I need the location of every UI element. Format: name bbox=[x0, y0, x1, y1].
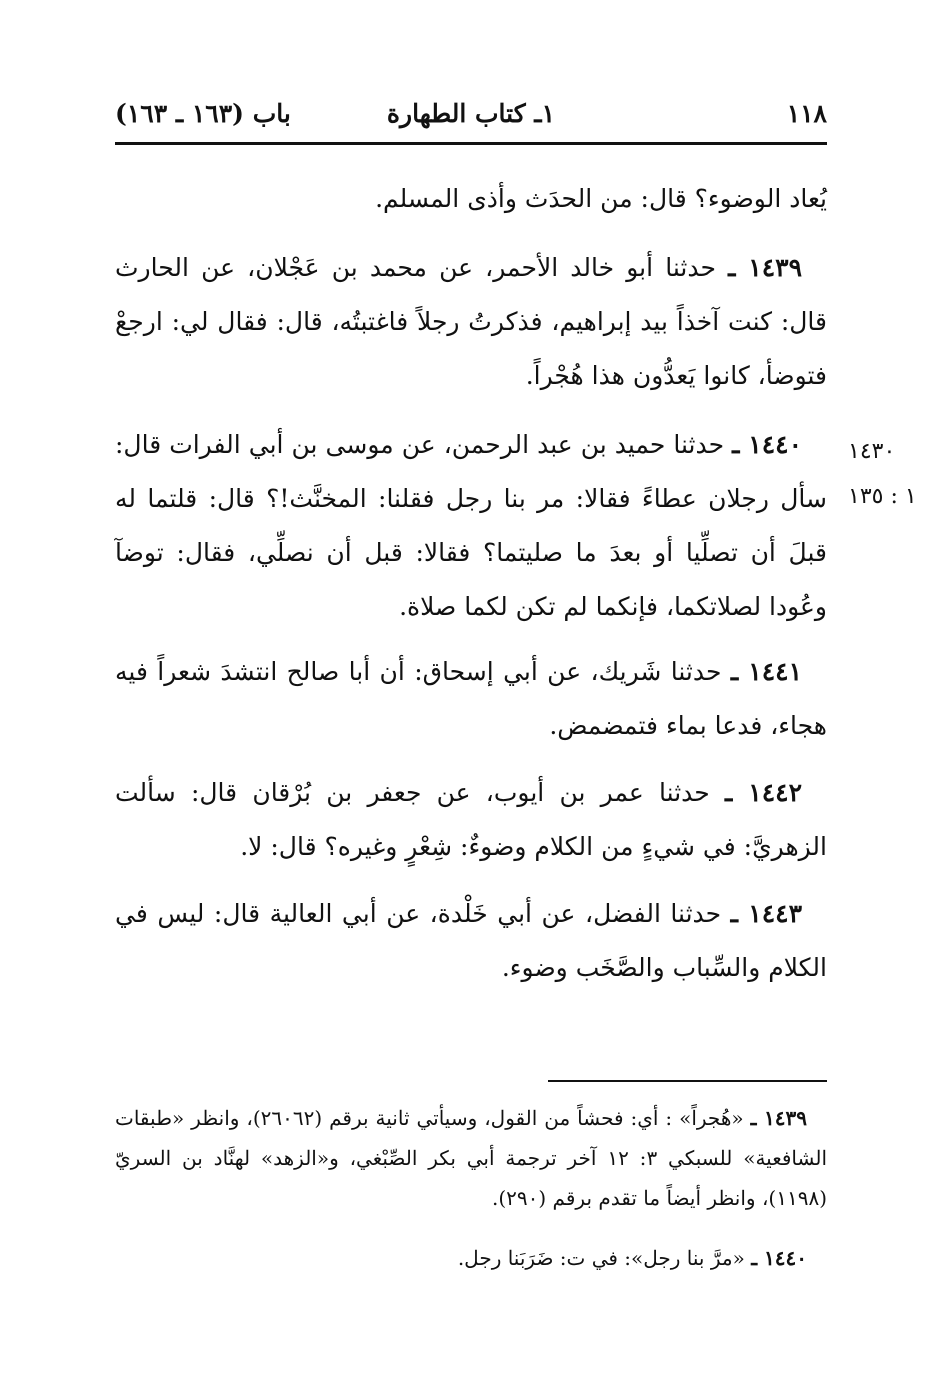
footnote-number: ١٤٣٩ ـ bbox=[750, 1106, 807, 1130]
footnote-number: ١٤٤٠ ـ bbox=[751, 1246, 807, 1270]
hadith-1440 bbox=[115, 418, 827, 634]
hadith-1443 bbox=[115, 887, 827, 995]
hadith-text: حدثنا أبو خالد الأحمر، عن محمد بن عَجْلان، عن الحارث قال: كنت آخذاً بيد إبراهيم، فذكرتُ رجلاً فاغتبتُه، قال: فقال لي: ارجعْ فتوضأ، كانوا يَعدُّون هذا هُجْراً. bbox=[115, 253, 827, 390]
hadith-number: ١٤٤٣ ـ bbox=[730, 899, 803, 928]
margin-ref-1430: ١٤٣٠ bbox=[848, 439, 896, 464]
footnote-text: «مرَّ بنا رجل»: في ت: ضَرَبَنا رجل. bbox=[457, 1246, 745, 1270]
hadith-number: ١٤٣٩ ـ bbox=[728, 253, 803, 282]
hadith-number: ١٤٤٠ ـ bbox=[732, 430, 803, 459]
footnote-text: «هُجراً» : أي: فحشاً من القول، وسيأتي ثانية برقم (٢٦٠٦٢)، وانظر «طبقات الشافعية» للسبكي ٣: ١٢ آخر ترجمة أبي بكر الصِّبْغي، و«الزهد» لهنَّاد بن السريّ (١١٩٨)، وانظر أيضاً ما تقدم برقم (٢٩٠). bbox=[115, 1106, 827, 1210]
page-number: ١١٨ bbox=[786, 99, 827, 128]
hadith-1441 bbox=[115, 645, 827, 753]
intro-text: يُعاد الوضوء؟ قال: من الحدَث وأذى المسلم. bbox=[375, 184, 827, 213]
footnote-rule bbox=[548, 1080, 827, 1082]
footnote-1440 bbox=[115, 1238, 827, 1278]
hadith-text: حدثنا عمر بن أيوب، عن جعفر بن بُرْقان قال: سألت الزهريَّ: في شيءٍ من الكلام وضوءٌ: شِعْرٍ وغيره؟ قال: لا. bbox=[115, 778, 827, 861]
hadith-number: ١٤٤١ ـ bbox=[730, 657, 803, 686]
page-header bbox=[115, 92, 827, 142]
hadith-text: حدثنا حميد بن عبد الرحمن، عن موسى بن أبي الفرات قال: سأل رجلان عطاءً فقالا: مر بنا رجل فقلنا: المخنَّث!؟ قال: قلتما له قبلَ أن تصلِّيا أو بعدَ ما صليتما؟ فقالا: قبل أن نصلِّي، فقال: توضآ وعُودا لصلاتكما، فإنكما لم تكن لكما صلاة. bbox=[115, 430, 827, 621]
hadith-text: حدثنا شَريك، عن أبي إسحاق: أن أبا صالح انتشدَ شعراً فيه هجاء، فدعا بماء فتمضمض. bbox=[115, 657, 827, 740]
margin-ref-volume-page: ١ : ١٣٥ bbox=[848, 484, 917, 509]
hadith-text: حدثنا الفضل، عن أبي خَلْدة، عن أبي العالية قال: ليس في الكلام والسِّباب والصَّخَب وضوء. bbox=[115, 899, 827, 982]
footnote-1439 bbox=[115, 1098, 827, 1218]
header-rule bbox=[115, 142, 827, 145]
book-title: ١ـ كتاب الطهارة bbox=[386, 99, 556, 128]
intro-paragraph bbox=[115, 172, 827, 226]
hadith-1439 bbox=[115, 241, 827, 403]
hadith-1442 bbox=[115, 766, 827, 874]
hadith-number: ١٤٤٢ ـ bbox=[724, 778, 803, 807]
chapter-title: باب (١٦٣ ـ ١٦٣) bbox=[115, 99, 291, 128]
